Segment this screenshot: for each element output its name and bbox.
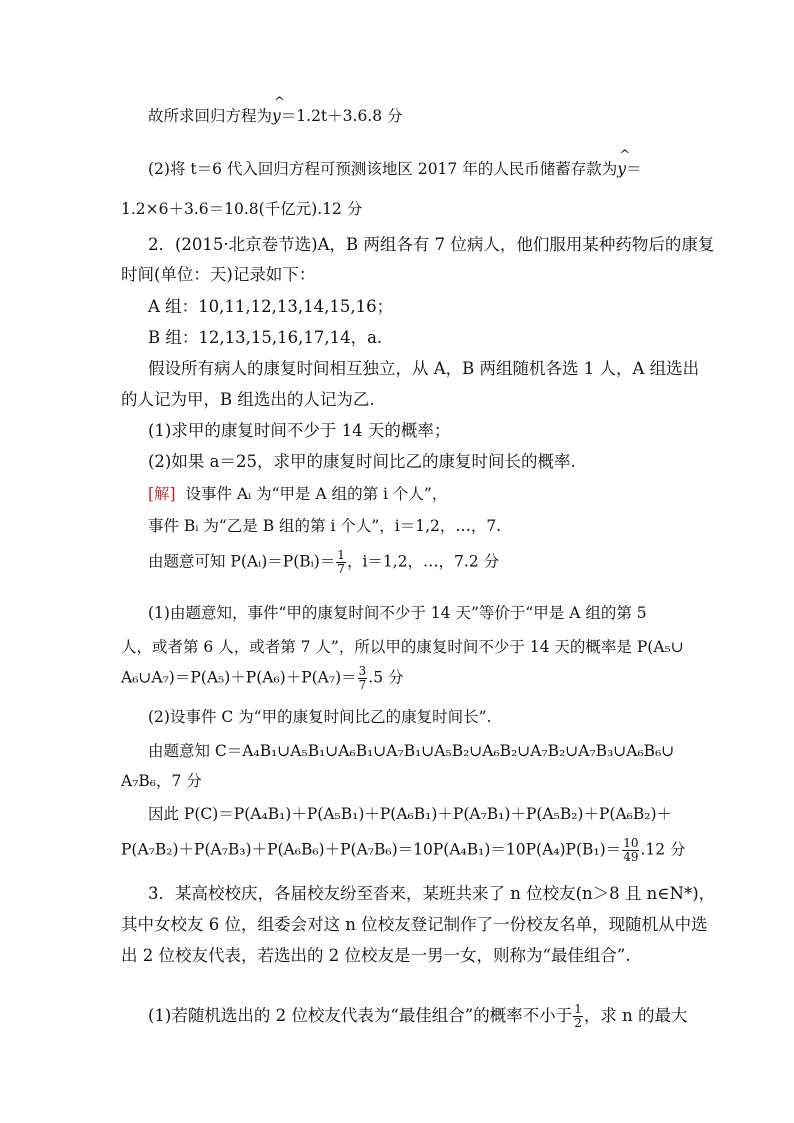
problem-2-line: 的人记为甲，B 组选出的人记为乙.	[121, 390, 375, 409]
solution-line: A₆∪A₇)＝P(A₅)＋P(A₆)＋P(A₇)＝ $\frac{3}{7}$ .5 分	[121, 664, 404, 692]
solution-line: (2)设事件 C 为“甲的康复时间比乙的康复时间长”.	[148, 708, 492, 726]
problem-3-line: 出 2 位校友代表，若选出的 2 位校友是一男一女，则称为“最佳组合”.	[121, 946, 631, 965]
solution-line: (1)由题意知，事件“甲的康复时间不少于 14 天”等价于“甲是 A 组的第 5	[148, 604, 647, 622]
prediction-line	[148, 148, 642, 180]
group-a-data: A 组：10,11,12,13,14,15,16；	[148, 297, 394, 316]
question-1: (1)求甲的康复时间不少于 14 天的概率；	[148, 421, 451, 440]
solution-line: 因此 P(C)＝P(A₄B₁)＋P(A₅B₁)＋P(A₆B₁)＋P(A₇B₁)＋P(A₅B₂)＋P(A₆B₂)＋	[148, 805, 673, 823]
group-b-data: B 组：12,13,15,16,17,14，a.	[148, 328, 383, 347]
solution-start	[148, 483, 447, 505]
solution-line: A₇B₆，7 分	[121, 772, 202, 790]
text: ＝1.2t＋3.6.8 分	[280, 107, 403, 125]
regression-equation-line	[148, 95, 403, 127]
solution-line: 事件 Bᵢ 为“乙是 B 组的第 i 个人”，i＝1,2，…，7.	[148, 517, 502, 535]
problem-3-line: 其中女校友 6 位，组委会对这 n 位校友登记制作了一份校友名单，现随机从中选	[121, 915, 708, 934]
text: 故所求回归方程为	[148, 107, 273, 125]
problem-2-title: 2．(2015·北京卷节选)A，B 两组各有 7 位病人，他们服用某种药物后的康复	[148, 235, 715, 254]
y-hat: ^ y	[617, 148, 631, 178]
y-hat: ^ y	[272, 95, 285, 125]
prediction-result-line: 1.2×6＋3.6＝10.8(千亿元).12 分	[121, 200, 363, 218]
text: (2)将 t＝6 代入回归方程可预测该地区 2017 年的人民币储蓄存款为	[148, 160, 618, 178]
fraction: $\frac{3}{7}$	[358, 664, 367, 692]
solution-line: 人，或者第 6 人，或者第 7 人”，所以甲的康复时间不少于 14 天的概率是 P(A₅∪	[121, 638, 684, 656]
problem-2-line: 假设所有病人的康复时间相互独立，从 A，B 两组随机各选 1 人，A 组选出	[148, 359, 700, 378]
text: ＝	[625, 160, 642, 178]
fraction: $\frac{1}{7}$	[337, 548, 345, 576]
problem-2-line: 时间(单位：天)记录如下：	[121, 265, 316, 284]
solution-tag: [解]	[148, 485, 176, 503]
solution-line: P(A₇B₂)＋P(A₇B₃)＋P(A₆B₆)＋P(A₇B₆)＝10P(A₄B₁)＝10P(A₄)P(B₁)＝ $\frac{10}{49}$ .12 分	[121, 836, 686, 864]
problem-3-title: 3．某高校校庆，各届校友纷至沓来，某班共来了 n 位校友(n＞8 且 n∈N*)，	[148, 884, 716, 903]
problem-3-question-1: (1)若随机选出的 2 位校友代表为“最佳组合”的概率不小于 $\frac{1}{2}$ ，求 n 的最大	[148, 1002, 688, 1030]
question-2: (2)如果 a＝25，求甲的康复时间比乙的康复时间长的概率.	[148, 452, 576, 471]
solution-line: 由题意可知 P(Aᵢ)＝P(Bᵢ)＝ $\frac{1}{7}$ ，i＝1,2，…，7.2 分	[148, 548, 500, 576]
fraction: $\frac{1}{2}$	[574, 1002, 582, 1030]
fraction: $\frac{10}{49}$	[623, 836, 639, 864]
text: 设事件 Aᵢ 为“甲是 A 组的第 i 个人”，	[185, 485, 448, 503]
solution-line: 由题意知 C＝A₄B₁∪A₅B₁∪A₆B₁∪A₇B₁∪A₅B₂∪A₆B₂∪A₇B₂∪A₇B₃∪A₆B₆∪	[148, 742, 675, 760]
